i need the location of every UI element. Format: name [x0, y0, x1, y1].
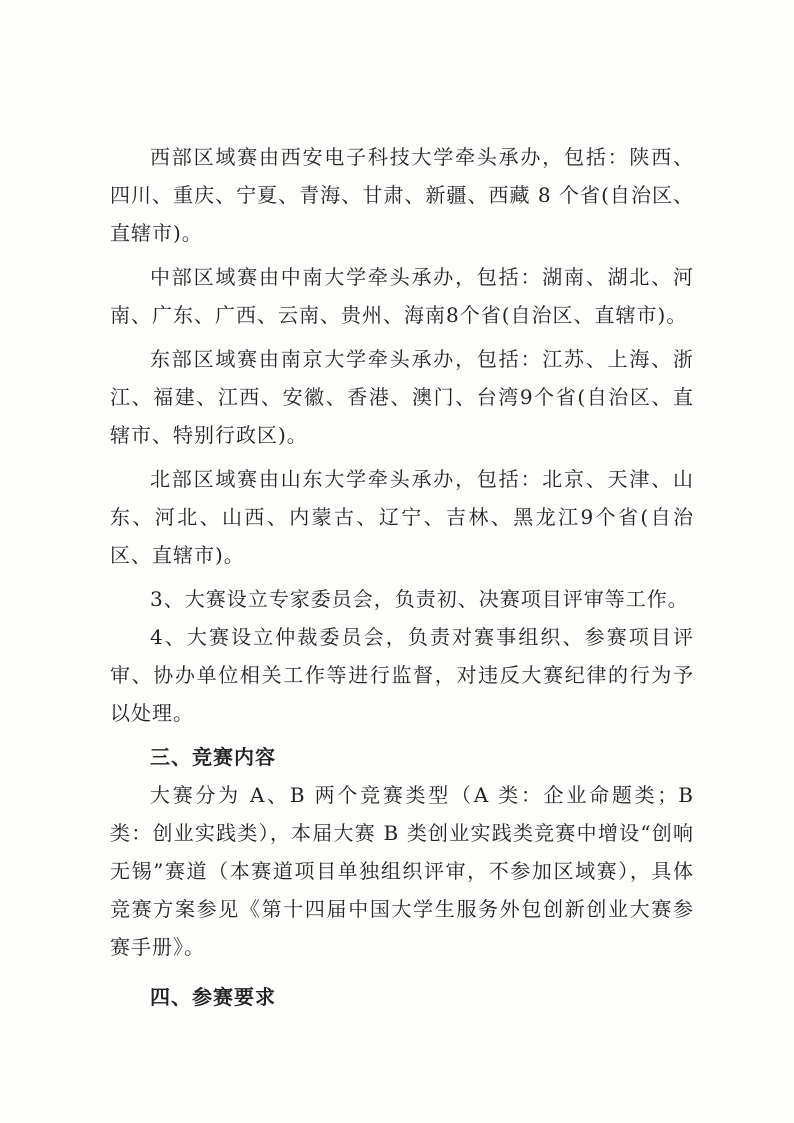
paragraph-west-region: 西部区域赛由西安电子科技大学牵头承办，包括：陕西、四川、重庆、宁夏、青海、甘肃、新疆、西藏 8 个省(自治区、直辖市)。 — [110, 145, 694, 245]
paragraph-north-region: 北部区域赛由山东大学牵头承办，包括：北京、天津、山东、河北、山西、内蒙古、辽宁、吉林、黑龙江9个省(自治区、直辖市)。 — [110, 467, 694, 567]
paragraph-expert-committee: 3、大赛设立专家委员会，负责初、决赛项目评审等工作。 — [150, 587, 689, 611]
paragraph-arbitration-committee: 4、大赛设立仲裁委员会，负责对赛事组织、参赛项目评审、协办单位相关工作等进行监督，对违反大赛纪律的行为予以处理。 — [110, 625, 694, 725]
paragraph-east-region: 东部区域赛由南京大学牵头承办，包括：江苏、上海、浙江、福建、江西、安徽、香港、澳门、台湾9个省(自治区、直辖市、特别行政区)。 — [110, 347, 694, 447]
section-heading-participation-requirements: 四、参赛要求 — [150, 985, 276, 1009]
section-heading-competition-content: 三、竞赛内容 — [150, 745, 276, 769]
document-body — [110, 138, 694, 1016]
paragraph-competition-content: 大赛分为 A、B 两个竞赛类型（A 类：企业命题类；B 类：创业实践类），本届大赛 B 类创业实践类竞赛中增设“创响无锡”赛道（本赛道项目单独组织评审，不参加区域赛），具体竞赛方案参见《第十四届中国大学生服务外包创新创业大赛参赛手册》。 — [110, 783, 694, 959]
paragraph-central-region: 中部区域赛由中南大学牵头承办，包括：湖南、湖北、河南、广东、广西、云南、贵州、海南8个省(自治区、直辖市)。 — [110, 265, 694, 327]
